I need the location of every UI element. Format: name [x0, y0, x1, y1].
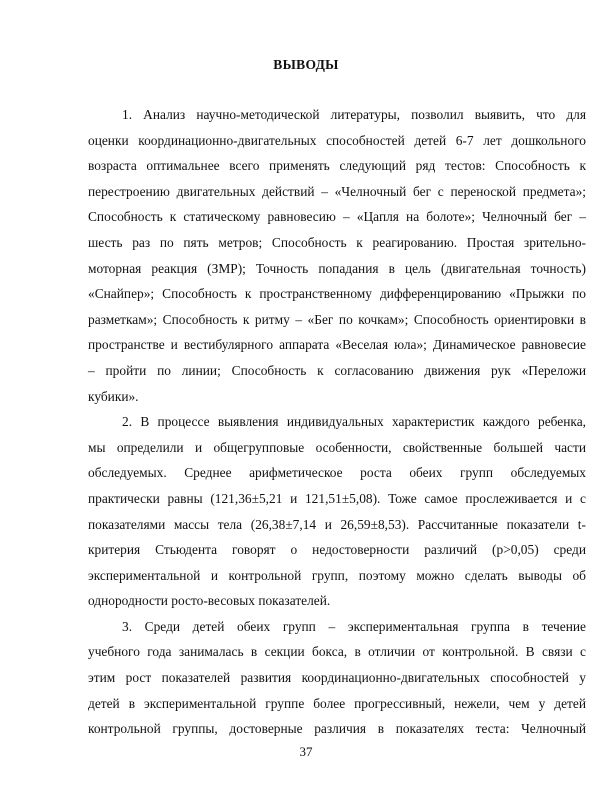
text-line: перестроению двигательных действий – «Челночный бег с переноской предмета»; — [88, 183, 586, 199]
text-line: возраста оптимальнее всего применять следующий ряд тестов: Способность к — [88, 158, 586, 174]
text-line: кубики». — [88, 388, 139, 404]
text-line: мы определили и общегрупповые особенности, свойственные большей части — [88, 439, 586, 455]
text-line: моторная реакция (ЗМР); Точность попадания в цель (двигательная точность) — [88, 260, 586, 276]
text-line: показателями массы тела (26,38±7,14 и 26,59±8,53). Рассчитанные показатели t- — [88, 516, 586, 532]
text-line: оценки координационно-двигательных способностей детей 6-7 лет дошкольного — [88, 132, 586, 148]
text-line: детей в экспериментальной группе более прогрессивный, нежели, чем у детей — [88, 695, 586, 711]
text-line: обследуемых. Среднее арифметическое роста обеих групп обследуемых — [88, 465, 586, 481]
text-line: Способность к статическому равновесию – «Цапля на болоте»; Челночный бег – — [88, 209, 586, 225]
text-line: этим рост показателей развития координационно-двигательных способностей у — [88, 670, 586, 686]
text-line: 2. В процессе выявления индивидуальных характеристик каждого ребенка, — [122, 414, 586, 430]
text-line: практически равны (121,36±5,21 и 121,51±5,08). Тоже самое прослеживается и с — [88, 490, 586, 506]
text-line: шесть раз по пять метров; Способность к реагированию. Простая зрительно- — [88, 234, 586, 250]
text-line: 1. Анализ научно-методической литературы, позволил выявить, что для — [122, 107, 586, 122]
document-body — [88, 102, 586, 742]
page-number: 37 — [299, 744, 313, 759]
text-line: пространстве и вестибулярного аппарата «Веселая юла»; Динамическое равновесие — [88, 337, 586, 353]
page-title: ВЫВОДЫ — [273, 57, 339, 72]
text-line: критерия Стьюдента говорят о недостоверности различий (p>0,05) среди — [88, 542, 586, 558]
text-line: 3. Среди детей обеих групп – экспериментальная группа в течение — [122, 618, 586, 634]
text-line: однородности росто-весовых показателей. — [88, 593, 331, 609]
text-line: экспериментальной и контрольной групп, поэтому можно сделать выводы об — [88, 567, 586, 583]
text-line: – пройти по линии; Способность к согласованию движения рук «Переложи — [88, 362, 586, 378]
text-line: учебного года занималась в секции бокса, в отличии от контрольной. В связи с — [88, 644, 586, 660]
text-line: «Снайпер»; Способность к пространственному дифференцированию «Прыжки по — [88, 286, 586, 302]
text-line: контрольной группы, достоверные различия в показателях теста: Челночный — [88, 721, 586, 737]
text-line: разметкам»; Способность к ритму – «Бег по кочкам»; Способность ориентировки в — [88, 311, 586, 327]
